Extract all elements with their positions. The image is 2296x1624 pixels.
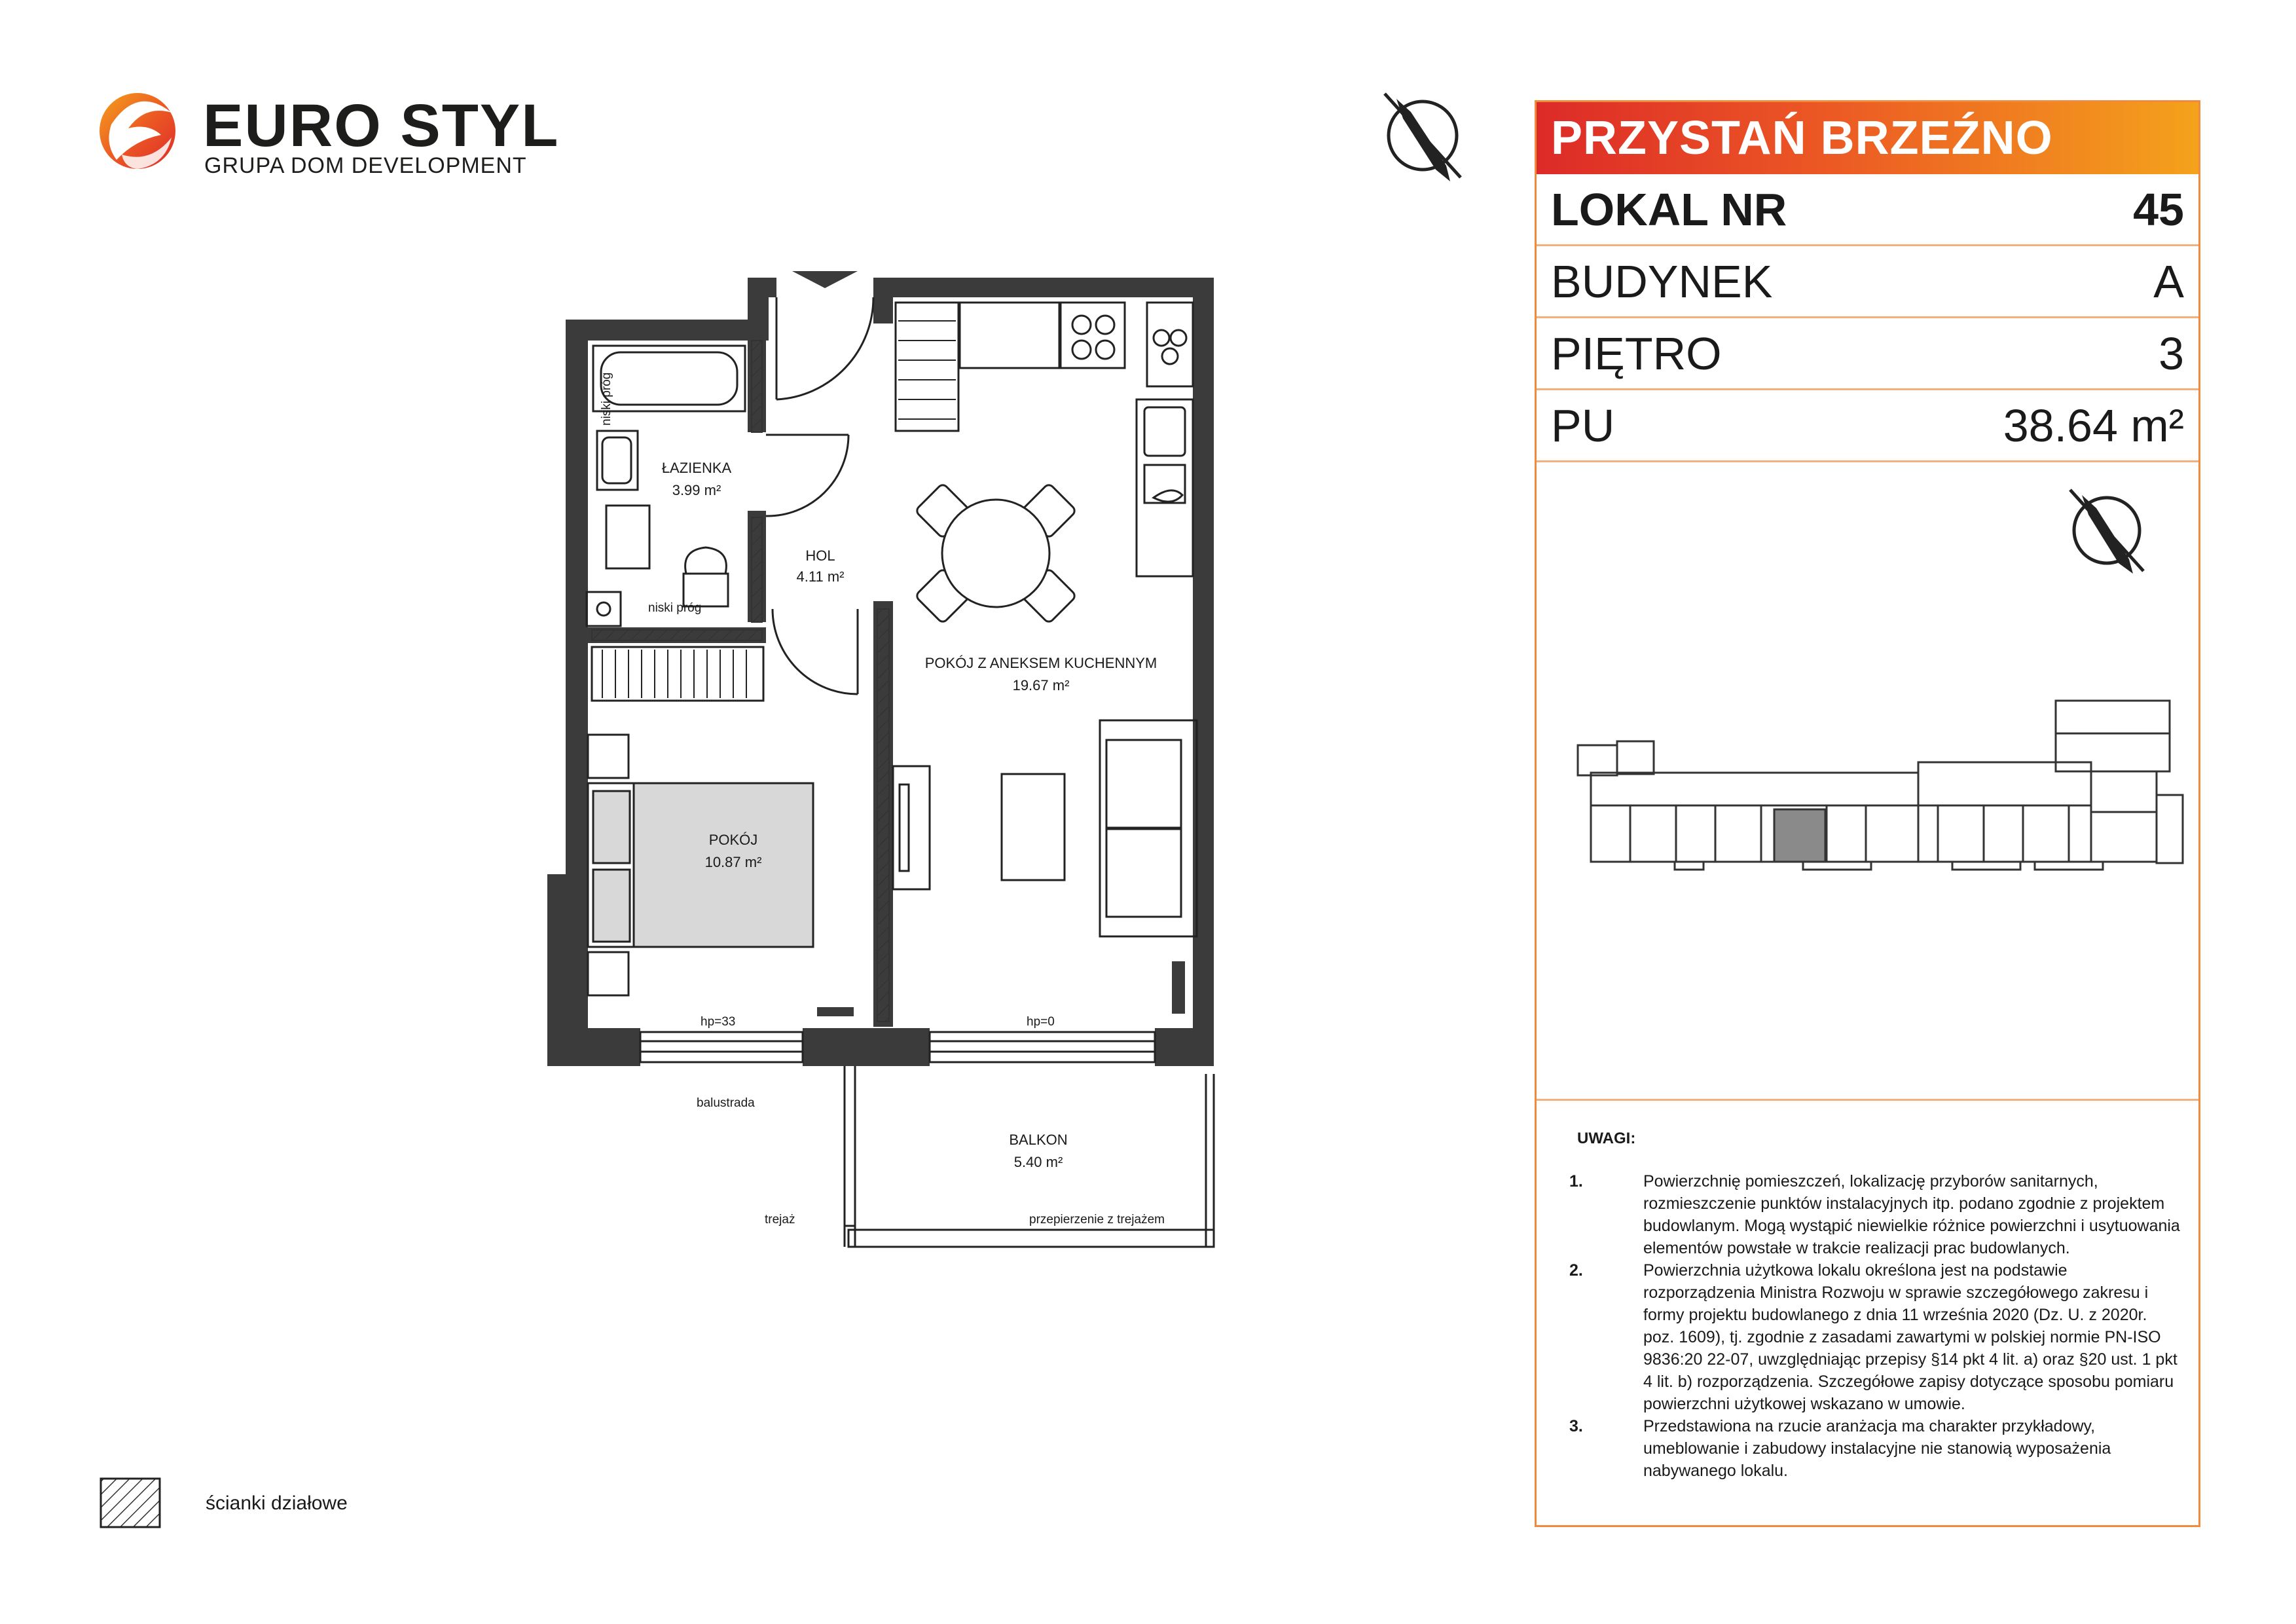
sofa [1100, 720, 1197, 936]
north-compass-icon [1385, 94, 1461, 181]
building-label: BUDYNEK [1551, 256, 1773, 307]
bathroom-door [766, 435, 848, 516]
living-area: 19.67 m² [1012, 677, 1070, 693]
unit-value: 45 [2133, 184, 2184, 235]
notes-section [1537, 1099, 2198, 1526]
radiator [1172, 961, 1185, 1014]
area-label: PU [1551, 400, 1615, 451]
low-threshold-label-2: niski próg [648, 601, 702, 615]
legend-partitions-label: ścianki działowe [206, 1492, 348, 1514]
note-text: Powierzchnia użytkowa lokalu określona jest na podstawie rozporządzenia Ministra Rozwoju w sprawie szczegółowego zakresu i formy projektu budowlanego z dnia 11 września 2020 (Dz. U. z 2020r. poz. 1609), tj. zgodnie z zasadami zawartymi w polskiej normie PN-ISO 9836:20 22-07, uwzględniając przepisy §14 pkt 4 lit. a) oraz §20 ust. 1 pkt 4 lit. b) rozporządzenia. Szczegółowe zapisy dotyczące sposobu pomiaru powierzchni użytkowej wskazano w umowie. [1643, 1261, 2178, 1413]
building-value: A [2153, 256, 2184, 307]
wardrobe [592, 647, 763, 701]
bathroom-sink [597, 431, 638, 490]
bed [588, 783, 813, 947]
project-name: PRZYSTAŃ BRZEŹNO [1551, 112, 2053, 164]
note-number: 3. [1569, 1417, 1583, 1435]
entrance-door [776, 271, 873, 399]
info-row-unit [1537, 174, 2198, 246]
info-row-area [1537, 390, 2198, 462]
railing-label: balustrada [697, 1096, 755, 1110]
hp-living-label: hp=0 [1027, 1015, 1055, 1029]
wardrobe-entrance [896, 303, 958, 431]
hall-name: HOL [805, 547, 835, 564]
shower-outlet [587, 592, 621, 626]
brand-subtitle: GRUPA DOM DEVELOPMENT [204, 153, 527, 178]
note-number: 2. [1569, 1261, 1583, 1280]
note-number: 1. [1569, 1172, 1583, 1190]
bathroom-area: 3.99 m² [672, 482, 721, 498]
tv-cabinet [893, 766, 930, 889]
coffee-table [1002, 774, 1065, 880]
brand-name: EURO STYL [203, 92, 560, 159]
washing-machine [606, 506, 649, 568]
notes-title: UWAGI: [1577, 1130, 1636, 1147]
bathtub [593, 346, 745, 411]
note-text: Powierzchnię pomieszczeń, lokalizację przyborów sanitarnych, rozmieszczenie punktów instalacyjnych itp. podano zgodnie z projektem budowlanym. Mogą wystąpić niewielkie różnice powierzchni i usytuowania elementów powstałe w trakcie realizacji prac budowlanych. [1643, 1172, 2180, 1257]
bedroom-area: 10.87 m² [704, 854, 762, 870]
floor-value: 3 [2159, 328, 2184, 379]
trellis-label: trejaż [765, 1213, 795, 1227]
low-threshold-label-1: niski próg [600, 372, 613, 426]
euro-styl-logo-icon [100, 93, 175, 169]
hall-area: 4.11 m² [796, 568, 845, 585]
info-panel [1535, 100, 2200, 1527]
hp-bedroom-label: hp=33 [701, 1015, 736, 1029]
floor-label: PIĘTRO [1551, 328, 1722, 379]
note-text: Przedstawiona na rzucie aranżacja ma charakter przykładowy, umeblowanie i zabudowy instalacyjne nie stanowią wyposażenia nabywanego lokalu. [1643, 1417, 2111, 1480]
unit-label: LOKAL NR [1551, 184, 1787, 235]
partition-legend-swatch [101, 1479, 160, 1527]
info-row-building [1537, 246, 2198, 318]
area-value: 38.64 m² [2003, 400, 2184, 451]
living-name: POKÓJ Z ANEKSEM KUCHENNYM [924, 655, 1157, 671]
toilet [683, 547, 728, 606]
partition-label: przepierzenie z trejażem [1029, 1213, 1165, 1227]
dining-table [915, 483, 1077, 624]
info-row-floor [1537, 318, 2198, 390]
bathroom-name: ŁAZIENKA [661, 460, 732, 476]
bedroom-door [773, 609, 858, 694]
project-banner [1537, 102, 2198, 174]
balcony-name: BALKON [1009, 1132, 1068, 1148]
balcony-area: 5.40 m² [1013, 1154, 1063, 1170]
bedroom-name: POKÓJ [708, 832, 758, 848]
